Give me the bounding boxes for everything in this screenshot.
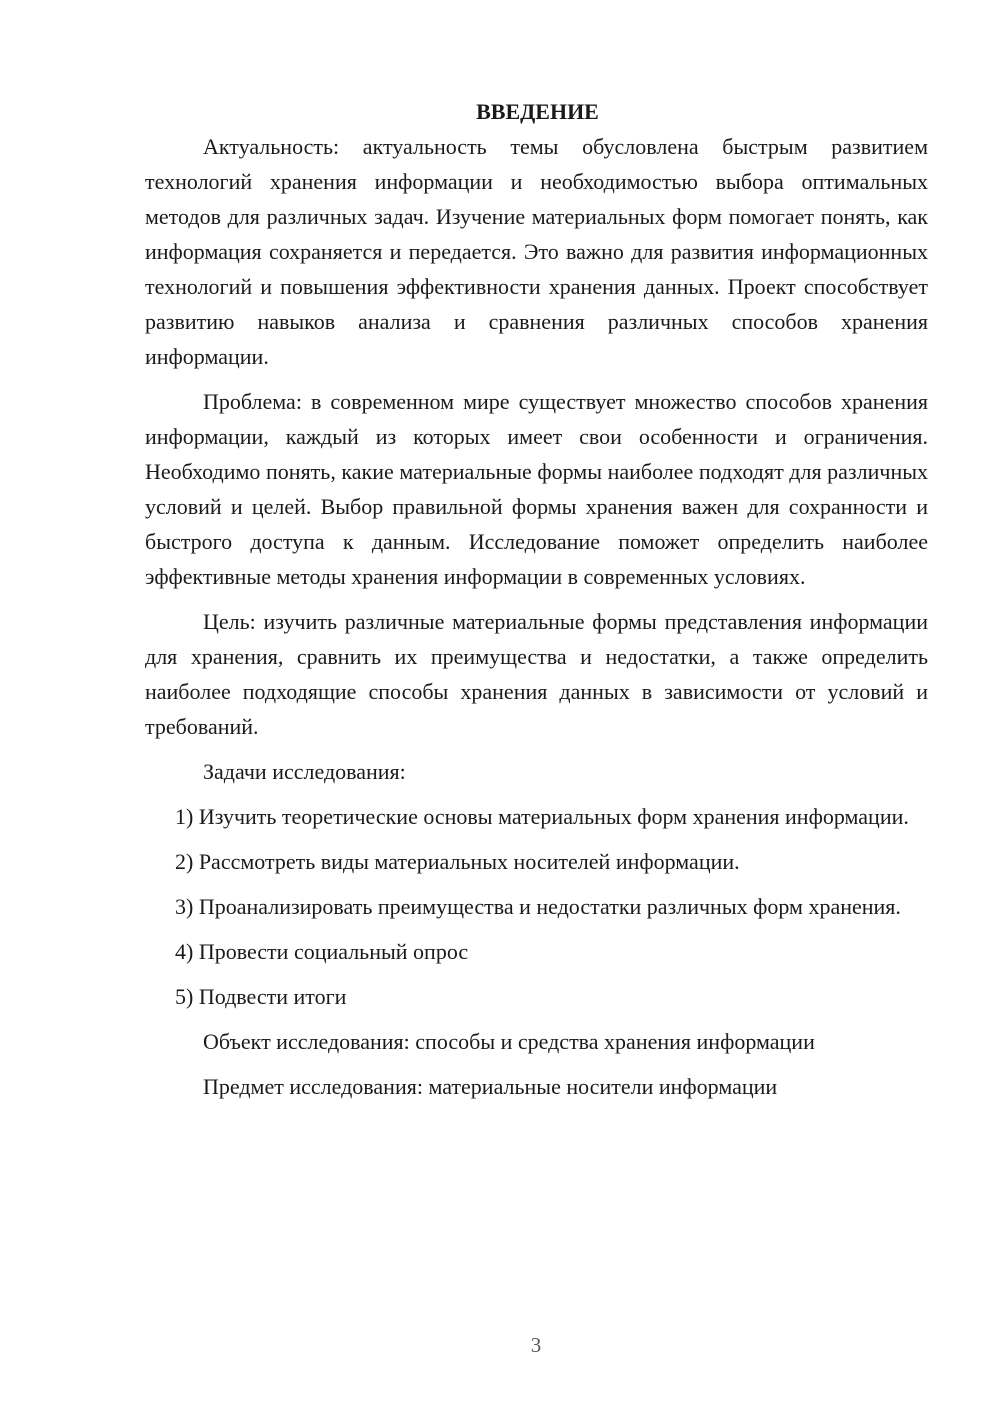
- paragraph-relevance: Актуальность: актуальность темы обусловлена быстрым развитием технологий хранения информации и необходимостью выбора оптимальных методов для различных задач. Изучение материальных форм помогает понять, как информация сохраняется и передается. Это важно для развития информационных технологий и повышения эффективности хранения данных. Проект способствует развитию навыков анализа и сравнения различных способов хранения информации.: [145, 134, 928, 369]
- page-title: ВВЕДЕНИЕ: [476, 99, 599, 124]
- page-number: 3: [530, 1333, 542, 1357]
- task-item-5: 5) Подвести итоги: [175, 984, 347, 1009]
- task-item-3: 3) Проанализировать преимущества и недостатки различных форм хранения.: [175, 894, 901, 919]
- research-object: Объект исследования: способы и средства хранения информации: [203, 1029, 815, 1054]
- task-item-2: 2) Рассмотреть виды материальных носителей информации.: [175, 849, 740, 874]
- task-item-4: 4) Провести социальный опрос: [175, 939, 469, 964]
- task-item-1: 1) Изучить теоретические основы материальных форм хранения информации.: [175, 804, 909, 829]
- paragraph-goal: Цель: изучить различные материальные формы представления информации для хранения, сравнить их преимущества и недостатки, а также определить наиболее подходящие способы хранения данных в зависимости от условий и требований.: [145, 609, 928, 739]
- paragraph-problem: Проблема: в современном мире существует множество способов хранения информации, каждый из которых имеет свои особенности и ограничения. Необходимо понять, какие материальные формы наиболее подходят для различных условий и целей. Выбор правильной формы хранения важен для сохранности и быстрого доступа к данным. Исследование поможет определить наиболее эффективные методы хранения информации в современных условиях.: [145, 389, 928, 589]
- tasks-heading: Задачи исследования:: [203, 759, 406, 784]
- document-body: [145, 94, 928, 1104]
- research-subject: Предмет исследования: материальные носители информации: [203, 1074, 778, 1099]
